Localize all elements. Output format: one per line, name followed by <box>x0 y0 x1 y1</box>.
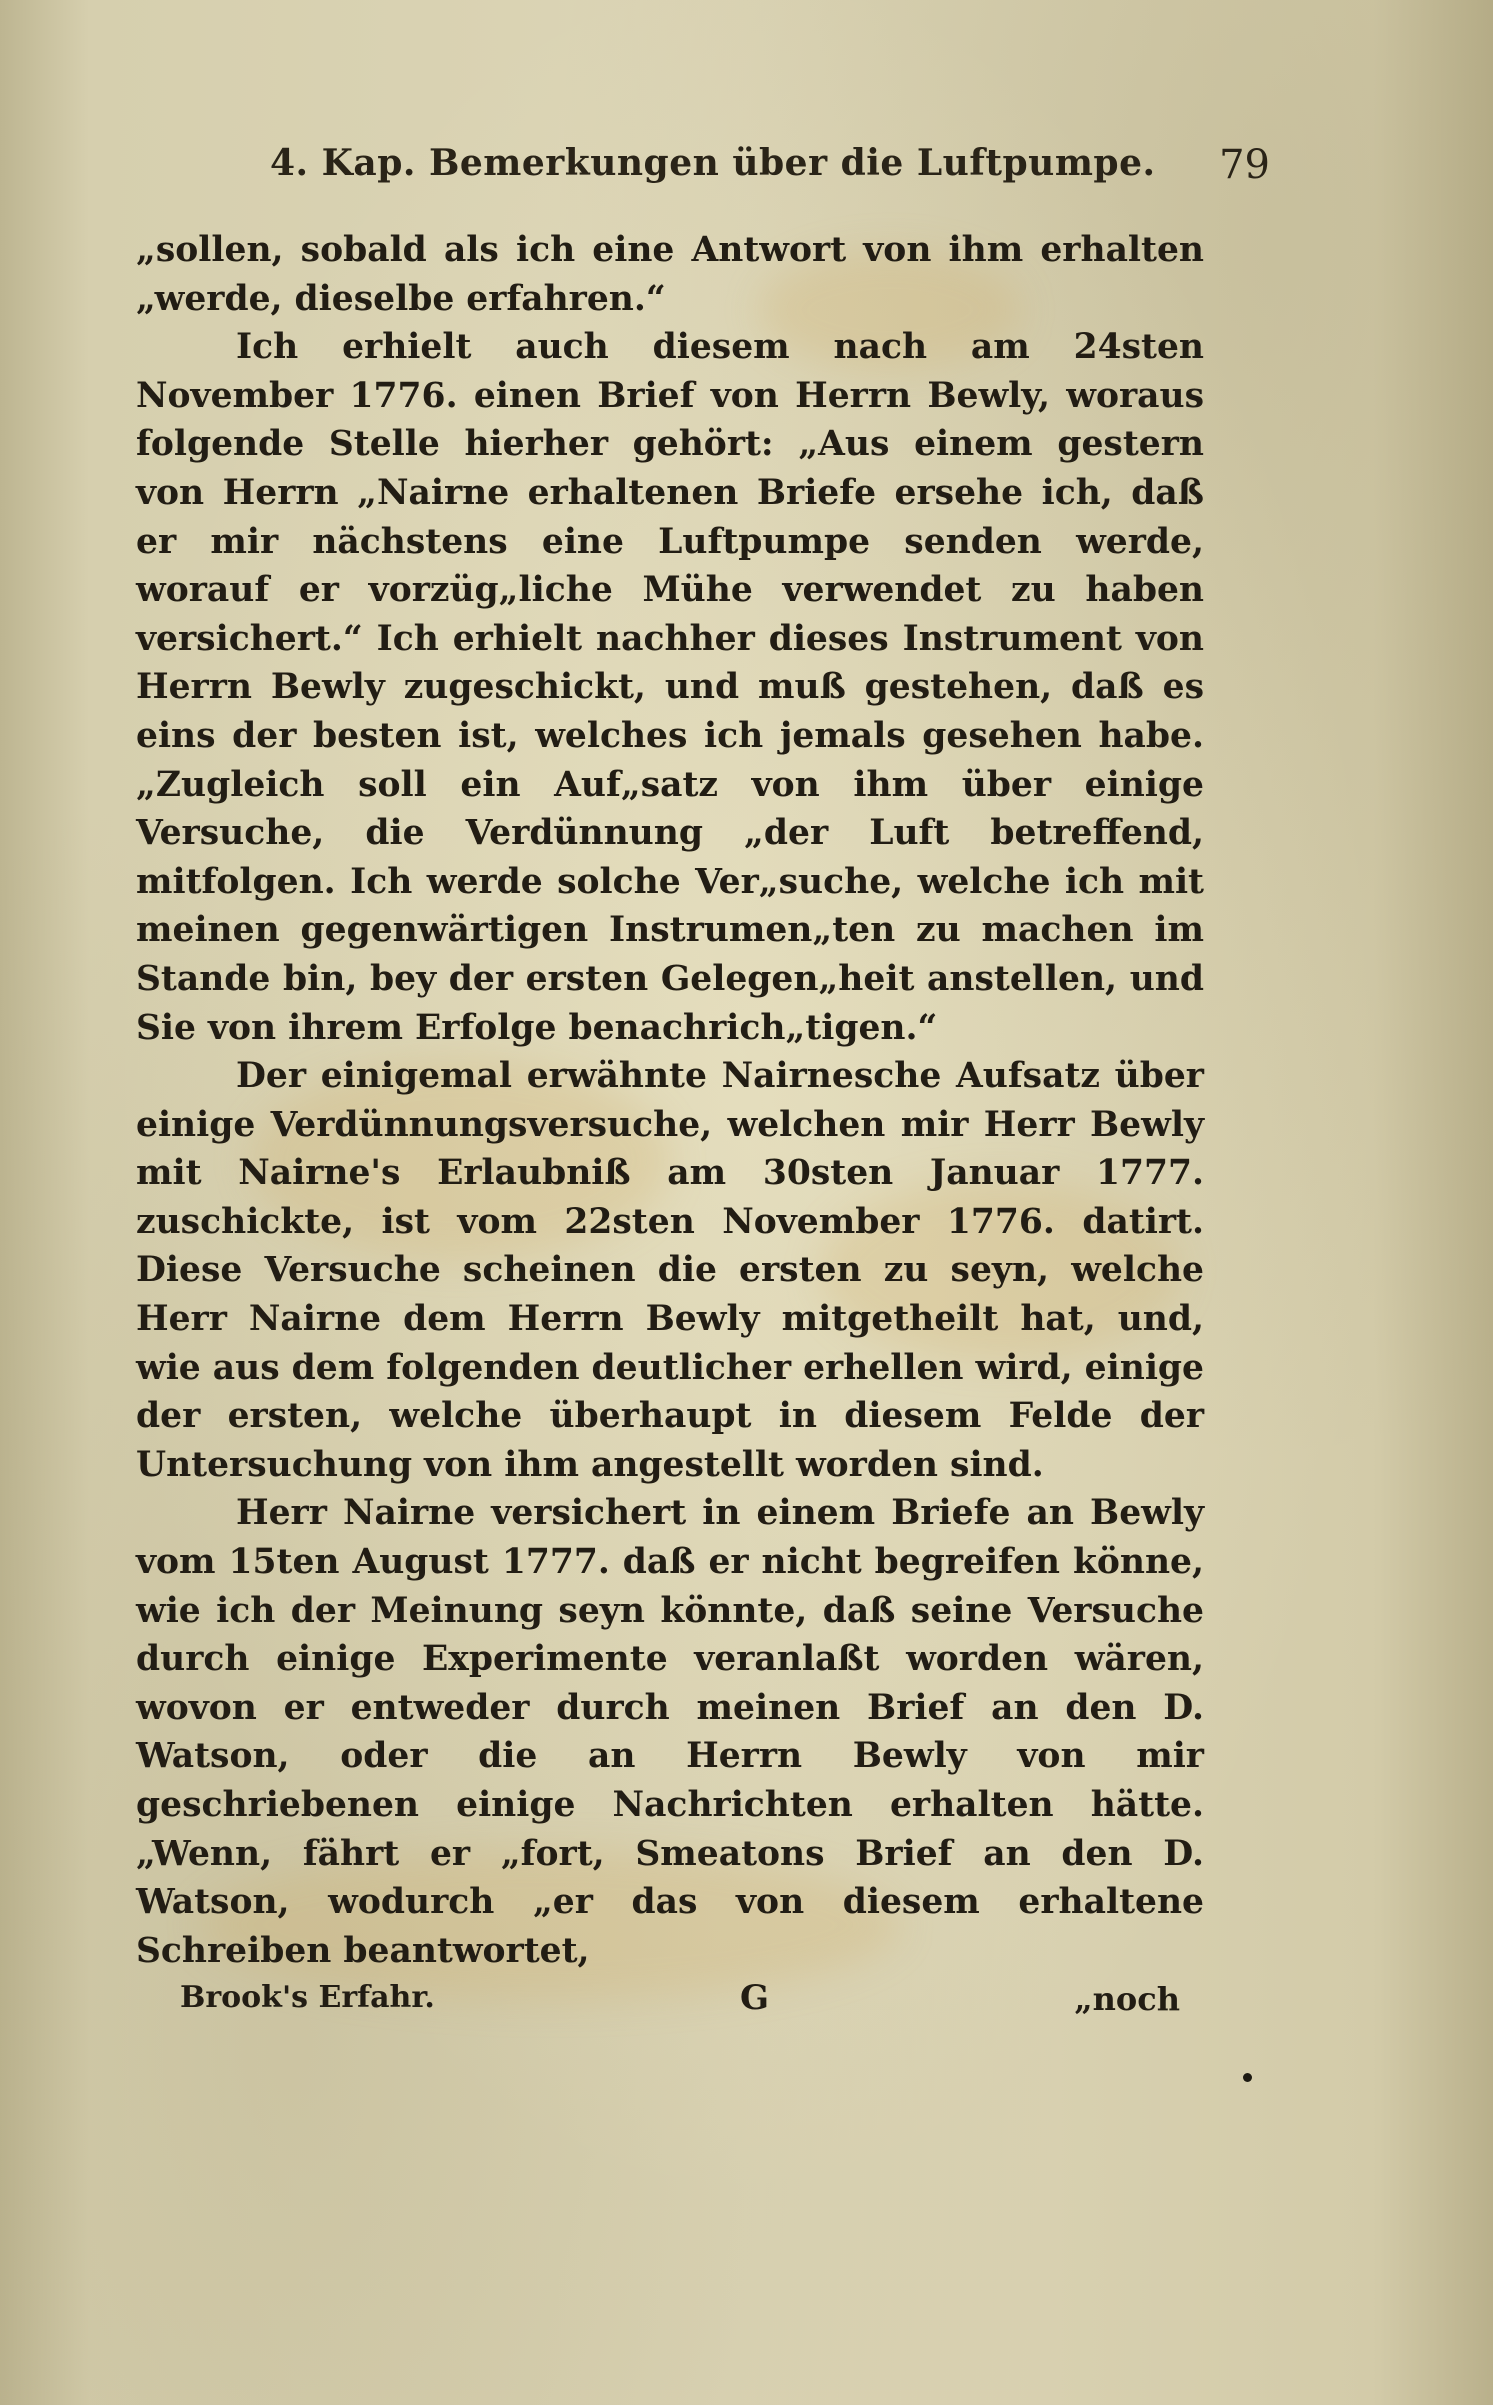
page-footer <box>180 1980 1180 2030</box>
page-number: 79 <box>1219 142 1270 188</box>
body-text <box>136 226 1204 1975</box>
footer-source: Brook's Erfahr. <box>180 1980 435 2015</box>
paragraph: Der einigemal erwähnte Nairnesche Aufsatz über einige Verdünnungsversuche, welchen mir Herr Bewly mit Nairne's Erlaubniß am 30sten Januar 1777. zuschickte, ist vom 22sten November 1776. datirt. Diese Versuche scheinen die ersten zu seyn, welche Herr Nairne dem Herrn Bewly mitgetheilt hat, und, wie aus dem folgenden deutlicher erhellen wird, einige der ersten, welche überhaupt in diesem Felde der Untersuchung von ihm angestellt worden sind. <box>136 1056 1204 1485</box>
paragraph: „sollen, sobald als ich eine Antwort von ihm erhalten „werde, dieselbe erfahren.“ <box>136 230 1204 319</box>
signature-mark: G <box>740 1978 770 2018</box>
ink-speck <box>1243 2073 1252 2082</box>
paragraph: Ich erhielt auch diesem nach am 24sten November 1776. einen Brief von Herrn Bewly, woraus folgende Stelle hierher gehört: „Aus einem gestern von Herrn „Nairne erhaltenen Briefe ersehe ich, daß er mir nächstens eine Luftpumpe senden werde, worauf er vorzüg„liche Mühe verwendet zu haben versichert.“ Ich erhielt nachher dieses Instrument von Herrn Bewly zugeschickt, und muß gestehen, daß es eins der besten ist, welches ich jemals gesehen habe. „Zugleich soll ein Auf„satz von ihm über einige Versuche, die Verdünnung „der Luft betreffend, mitfolgen. Ich werde solche Ver„suche, welche ich mit meinen gegenwärtigen Instrumen„ten zu machen im Stande bin, bey der ersten Gelegen„heit anstellen, und Sie von ihrem Erfolge benachrich„tigen.“ <box>136 327 1204 1048</box>
page-header <box>270 142 1270 202</box>
catchword: „noch <box>1074 1980 1180 2018</box>
paragraph: Herr Nairne versichert in einem Briefe an Bewly vom 15ten August 1777. daß er nicht begreifen könne, wie ich der Meinung seyn könnte, daß seine Versuche durch einige Experimente veranlaßt worden wären, wovon er entweder durch meinen Brief an den D. Watson, oder die an Herrn Bewly von mir geschriebenen einige Nachrichten erhalten hätte. „Wenn, fährt er „fort, Smeatons Brief an den D. Watson, wodurch „er das von diesem erhaltene Schreiben beantwortet, <box>136 1493 1204 1971</box>
running-title: 4. Kap. Bemerkungen über die Luftpumpe. <box>270 142 1156 184</box>
